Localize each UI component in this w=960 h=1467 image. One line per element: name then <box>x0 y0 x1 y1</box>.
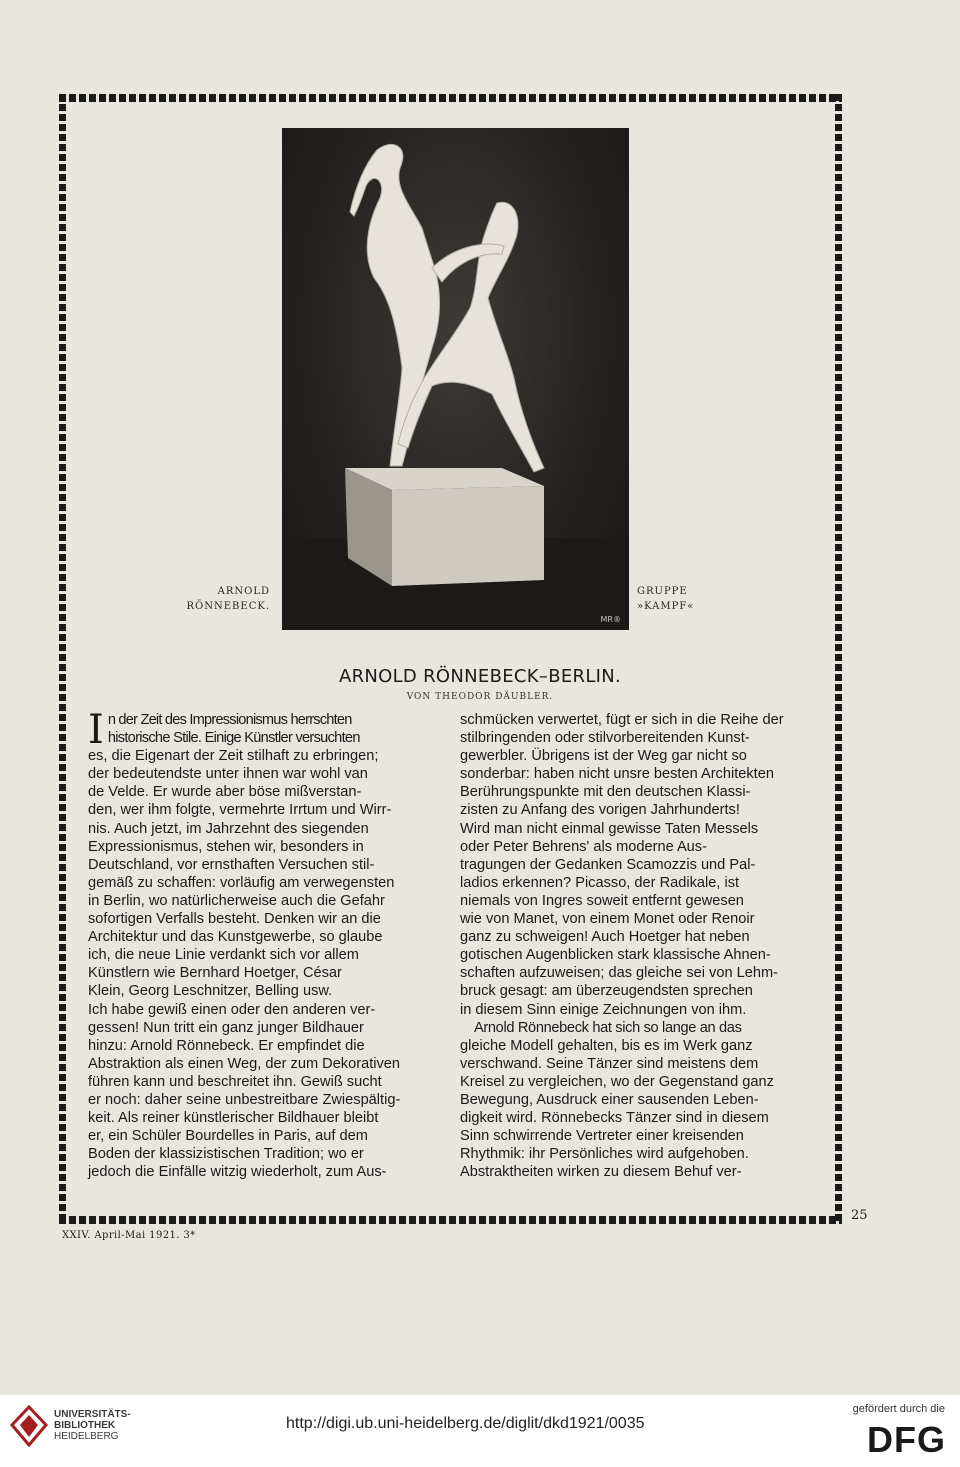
text-line: Wird man nicht einmal gewisse Taten Messels <box>460 820 759 837</box>
text-column-left <box>88 707 440 1181</box>
text-line: Klein, Georg Leschnitzer, Belling usw. <box>88 983 333 1000</box>
text-line: gessen! Nun tritt ein ganz junger Bildhauer <box>88 1019 364 1036</box>
text-line: verschwand. Seine Tänzer sind meistens dem <box>460 1055 759 1072</box>
text-line: Boden der klassizistischen Tradition; wo er <box>88 1146 364 1163</box>
text-line: bruck gesagt: am überzeugendsten sprechen <box>460 983 753 1000</box>
text-line: jedoch die Einfälle witzig wiederholt, zum Aus- <box>88 1164 387 1181</box>
article-title: ARNOLD RÖNNEBECK–BERLIN. <box>338 666 622 687</box>
dfg-logo: DFG <box>867 1419 946 1460</box>
text-line: in diesem Sinn einige Zeichnungen von ihm. <box>460 1001 747 1018</box>
text-line: digkeit wird. Rönnebecks Tänzer sind in diesem <box>460 1110 769 1127</box>
text-line: Abstraktheiten wirken zu diesem Behuf ver- <box>460 1164 742 1181</box>
text-line: Rhythmik: ihr Persönliches wird aufgehoben. <box>460 1146 749 1163</box>
text-line: er, ein Schüler Bourdelles in Paris, auf dem <box>88 1128 368 1145</box>
text-line: tragungen der Gedanken Scamozzis und Pal- <box>460 856 756 873</box>
caption-work: GRUPPE »KAMPF« <box>637 586 695 612</box>
footer-bar <box>0 1395 960 1467</box>
text-line: Bewegung, Ausdruck einer sausenden Leben- <box>460 1091 759 1108</box>
text-line: sofortigen Verfalls besteht. Denken wir an die <box>88 911 381 928</box>
text-line: Kreisel zu vergleichen, wo der Gegenstand ganz <box>460 1073 774 1090</box>
text-line: stilbringenden oder stilvorbereitenden Kunst- <box>460 730 750 747</box>
text-line: gotischen Augenblicken stark klassische Ahnen- <box>460 947 771 964</box>
library-logo-icon <box>10 1405 48 1447</box>
text-line: ladios erkennen? Picasso, der Radikale, ist <box>460 874 740 891</box>
source-url-link[interactable]: http://digi.ub.uni-heidelberg.de/diglit/dkd1921/0035 <box>286 1415 645 1432</box>
text-line: schaften aufzuweisen; das gleiche sei von Lehm- <box>460 965 779 982</box>
text-line: gemäß zu schaffen: vorläufig am verwegensten <box>88 874 395 891</box>
text-line: in Berlin, wo natürlicherweise auch die Gefahr <box>88 892 385 909</box>
text-line: zisten zu Anfang des vorigen Jahrhunderts! <box>460 802 740 819</box>
article-byline: VON THEODOR DÄUBLER. <box>406 692 554 702</box>
text-line: Sinn schwirrende Vertreter einer kreisenden <box>460 1128 744 1145</box>
text-line: gleiche Modell gehalten, bis es im Werk ganz <box>460 1037 753 1054</box>
text-line: Deutschland, vor ernsthaften Versuchen stil- <box>88 856 375 873</box>
caption-artist: ARNOLD RÖNNEBECK. <box>186 586 270 612</box>
text-line: Berührungspunkte mit den deutschen Klassi- <box>460 784 751 801</box>
text-line: Künstlern wie Bernhard Hoetger, César <box>88 965 342 982</box>
text-line: Abstraktion als einen Weg, der zum Dekorativen <box>88 1055 401 1072</box>
text-line: nis. Auch jetzt, im Jahrzehnt des siegenden <box>88 820 369 837</box>
text-line: sonderbar: haben nicht unsre besten Architekten <box>460 766 774 783</box>
text-line: historische Stile. Einige Künstler versuchten <box>107 730 360 747</box>
text-line: führen kann und beschreitet ihn. Gewiß sucht <box>88 1073 382 1090</box>
text-line: ich, die neue Linie verdankt sich vor allem <box>88 947 359 964</box>
text-line: ganz zu schweigen! Auch Hoetger hat neben <box>460 929 750 946</box>
text-line: Expressionismus, stehen wir, besonders in <box>88 838 364 855</box>
funding-note: gefördert durch die <box>852 1403 945 1415</box>
text-line: de Velde. Er wurde aber böse mißverstan- <box>88 784 362 801</box>
text-line: es, die Eigenart der Zeit stilhaft zu erbringen; <box>88 748 379 765</box>
issue-reference: XXIV. April-Mai 1921. 3* <box>62 1230 196 1241</box>
text-line: oder Peter Behrens' als moderne Aus- <box>460 838 707 855</box>
text-line: hinzu: Arnold Rönnebeck. Er empfindet die <box>88 1037 365 1054</box>
text-line: niemals von Ingres soweit entfernt gewesen <box>460 892 744 909</box>
library-name: UNIVERSITÄTS- BIBLIOTHEK HEIDELBERG <box>54 1409 131 1442</box>
text-line: gewerbler. Übrigens ist der Weg gar nicht so <box>460 748 747 765</box>
text-line: wie von Manet, von einem Monet oder Renoir <box>460 911 755 928</box>
text-line: Architektur und das Kunstgewerbe, so glaube <box>88 929 383 946</box>
text-column-right <box>460 711 812 1181</box>
text-line: den, wer ihm folgte, vermehrte Irrtum und Wirr- <box>88 802 392 819</box>
text-line: er noch: daher seine unbestreitbare Zwiespältig- <box>88 1091 401 1108</box>
text-line: keit. Als reiner künstlerischer Bildhauer bleibt <box>88 1110 379 1127</box>
text-line: n der Zeit des Impressionismus herrschten <box>107 712 352 728</box>
text-line: Ich habe gewiß einen oder den anderen ver- <box>88 1001 376 1018</box>
text-line: Arnold Rönnebeck hat sich so lange an das <box>474 1019 742 1036</box>
photo-monogram: MR® <box>600 615 621 624</box>
drop-cap: I <box>88 707 104 753</box>
page-number: 25 <box>851 1208 868 1223</box>
sculpture-photograph <box>282 128 629 630</box>
text-line: schmücken verwertet, fügt er sich in die Reihe der <box>460 712 784 728</box>
text-line: der bedeutendste unter ihnen war wohl van <box>88 766 368 783</box>
